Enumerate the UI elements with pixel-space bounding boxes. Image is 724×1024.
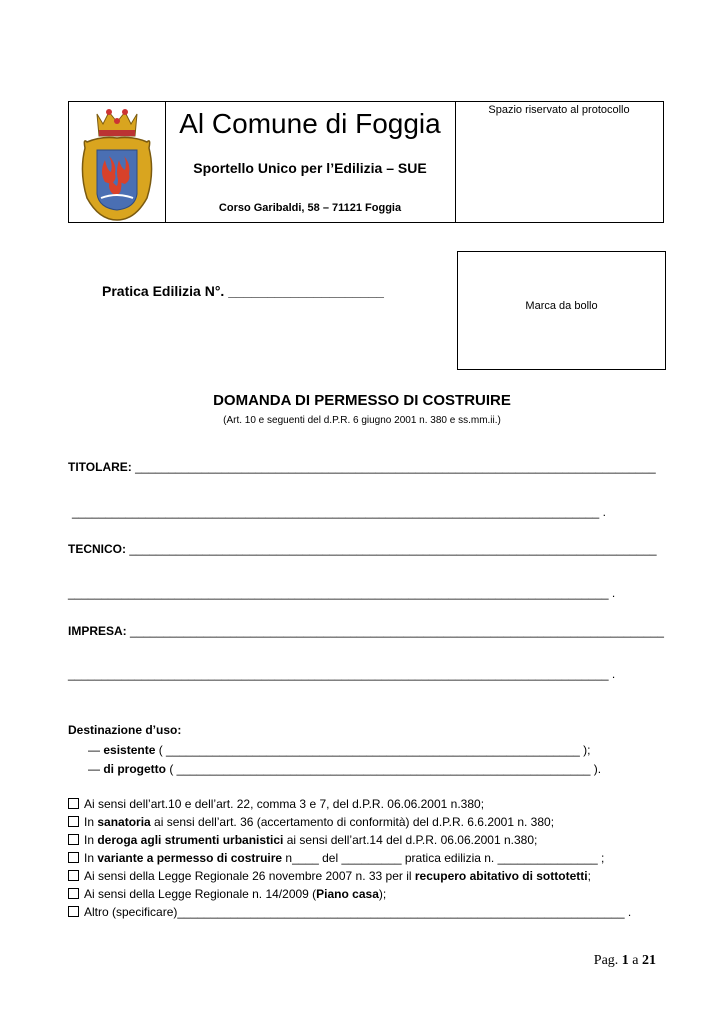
progetto-label: di progetto — [103, 762, 166, 776]
esistente-label: esistente — [103, 743, 156, 757]
check-text: ); — [378, 887, 387, 901]
pratica-edilizia — [102, 283, 384, 299]
page-number — [594, 953, 656, 969]
check-text: n____ del _________ pratica edilizia n. _______________ ; — [282, 851, 605, 865]
logo-cell — [69, 102, 166, 222]
check-sottotetti — [68, 869, 591, 883]
check-text: ai sensi dell’art. 36 (accertamento di conformità) del d.P.R. 6.6.2001 n. 380; — [150, 815, 555, 829]
dash-bullet: — — [88, 743, 100, 757]
progetto-field[interactable]: ( ______________________________________________________________ ). — [166, 762, 602, 776]
check-art10 — [68, 797, 484, 811]
office-subtitle: Sportello Unico per l’Edilizia – SUE — [193, 160, 427, 176]
check-text: Ai sensi della Legge Regionale n. 14/2009 ( — [84, 887, 317, 901]
pratica-number-field[interactable]: ____________________ — [228, 283, 384, 299]
impresa-row — [68, 624, 664, 638]
checkbox[interactable] — [68, 906, 79, 917]
check-text-bold: variante a permesso di costruire — [97, 851, 283, 865]
titolare-row — [68, 460, 656, 474]
check-piano-casa — [68, 887, 386, 901]
page-sep: a — [632, 953, 639, 968]
checkbox[interactable] — [68, 798, 79, 809]
tecnico-label: TECNICO: — [68, 542, 126, 556]
page-label: Pag. — [593, 953, 619, 968]
check-text: ai sensi dell’art.14 del d.P.R. 06.06.2001 n.380; — [283, 833, 538, 847]
titolare-field-2[interactable]: _______________________________________________________________________________ . — [72, 505, 606, 519]
check-text: In — [84, 815, 98, 829]
titolare-field[interactable]: ______________________________________________________________________________ — [135, 460, 656, 474]
checkbox[interactable] — [68, 870, 79, 881]
check-deroga — [68, 833, 537, 847]
impresa-field[interactable]: ________________________________________________________________________________ — [130, 624, 664, 638]
check-art10-text: Ai sensi dell’art.10 e dell’art. 22, comma 3 e 7, del d.P.R. 06.06.2001 n.380; — [84, 797, 485, 811]
form-subtitle: (Art. 10 e seguenti del d.P.R. 6 giugno 2001 n. 380 e ss.mm.ii.) — [223, 415, 501, 426]
check-variante — [68, 851, 604, 865]
checkbox[interactable] — [68, 834, 79, 845]
page-total: 21 — [642, 953, 656, 968]
header-box — [68, 101, 664, 223]
municipality-title: Al Comune di Foggia — [179, 108, 441, 139]
check-text-bold: sanatoria — [97, 815, 151, 829]
check-text-bold: recupero abitativo di sottotetti — [414, 869, 588, 883]
check-text: ; — [587, 869, 591, 883]
check-altro-text[interactable]: Altro (specificare)___________________________________________________________________ . — [84, 905, 632, 919]
title-cell — [165, 102, 456, 222]
coat-of-arms-logo — [69, 102, 165, 222]
protocol-label: Spazio riservato al protocollo — [488, 104, 630, 116]
tecnico-row — [68, 542, 657, 556]
tecnico-field-2[interactable]: _________________________________________________________________________________ . — [68, 586, 616, 600]
check-text: In — [84, 833, 98, 847]
titolare-label: TITOLARE: — [68, 460, 132, 474]
destinazione-title: Destinazione d’uso: — [68, 723, 182, 737]
impresa-field-2[interactable]: _________________________________________________________________________________ . — [68, 667, 616, 681]
check-text: Ai sensi della Legge Regionale 26 novembre 2007 n. 33 per il — [84, 869, 415, 883]
stamp-box — [457, 251, 666, 370]
check-text-bold: deroga agli strumenti urbanistici — [97, 833, 284, 847]
stamp-label: Marca da bollo — [525, 300, 598, 312]
office-address: Corso Garibaldi, 58 – 71121 Foggia — [218, 202, 402, 214]
form-title: DOMANDA DI PERMESSO DI COSTRUIRE — [213, 392, 511, 409]
pratica-label: Pratica Edilizia N°. — [102, 283, 225, 299]
check-text: In — [84, 851, 98, 865]
protocol-cell — [455, 102, 663, 222]
destinazione-esistente — [88, 743, 590, 757]
check-text-bold: Piano casa — [316, 887, 379, 901]
check-sanatoria — [68, 815, 554, 829]
dash-bullet: — — [88, 762, 100, 776]
checkbox[interactable] — [68, 888, 79, 899]
check-altro — [68, 905, 631, 919]
tecnico-field[interactable]: _______________________________________________________________________________ — [129, 542, 657, 556]
esistente-field[interactable]: ( ______________________________________________________________ ); — [155, 743, 591, 757]
page-current: 1 — [621, 953, 629, 968]
impresa-label: IMPRESA: — [68, 624, 127, 638]
checkbox[interactable] — [68, 852, 79, 863]
checkbox[interactable] — [68, 816, 79, 827]
destinazione-progetto — [88, 762, 601, 776]
